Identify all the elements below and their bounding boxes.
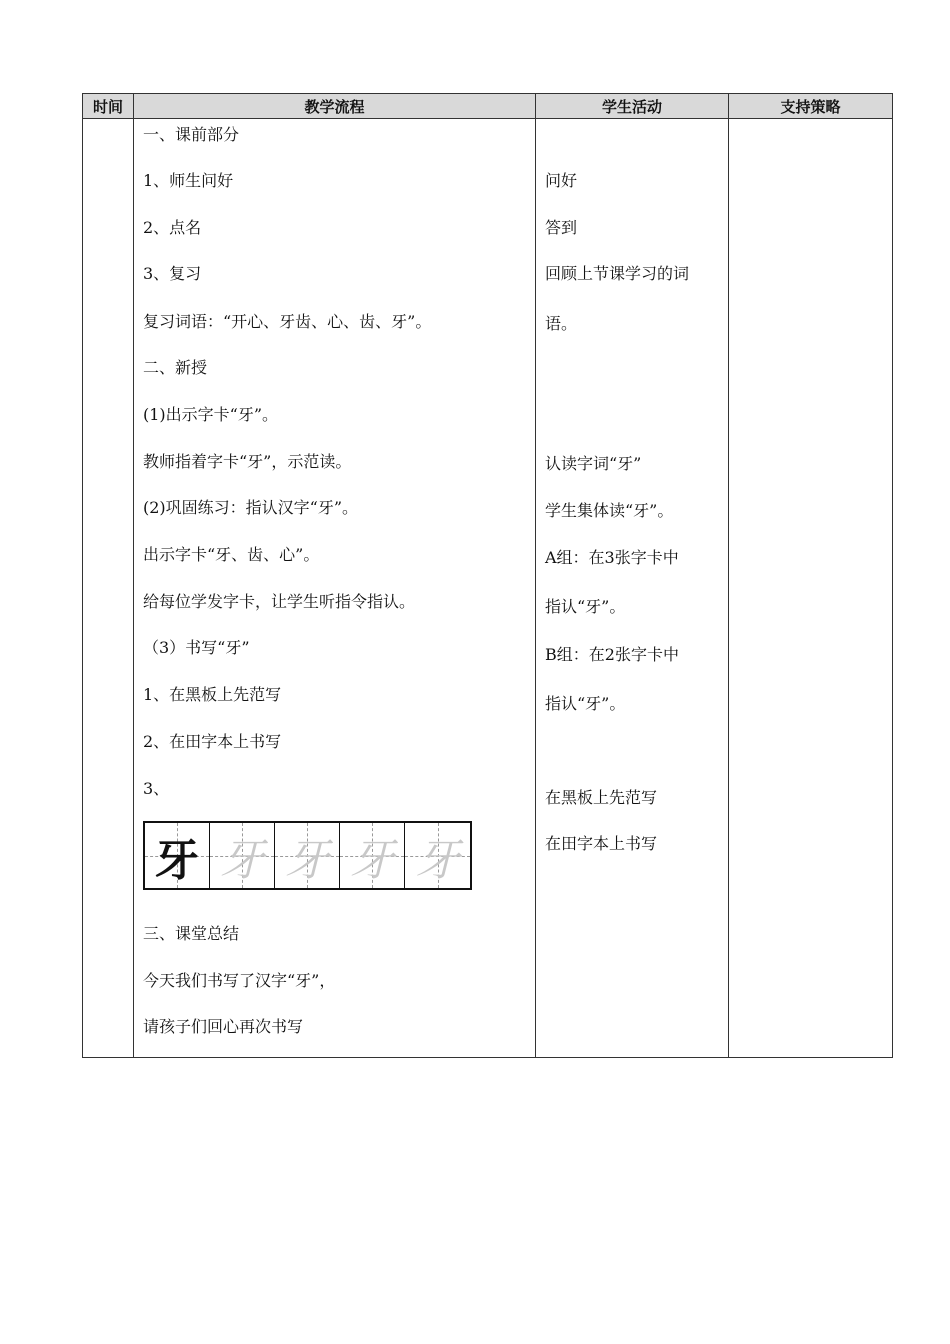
student-cell (536, 119, 729, 1058)
flow-line: （3）书写“牙” (143, 638, 250, 657)
flow-line: 出示字卡“牙、齿、心”。 (143, 545, 320, 564)
student-line: 在田字本上书写 (545, 834, 658, 853)
body-row (83, 119, 893, 1058)
student-line: 语。 (545, 314, 578, 333)
student-line: 答到 (545, 218, 578, 237)
flow-line: 1、在黑板上先范写 (143, 685, 282, 704)
student-line: 问好 (545, 171, 578, 190)
grid-cell (275, 823, 340, 888)
header-flow: 教学流程 (134, 94, 536, 119)
trace-character: 牙 (350, 834, 394, 886)
student-line: B组：在2张字卡中 (545, 645, 679, 664)
student-line: 学生集体读“牙”。 (545, 501, 674, 520)
flow-line: 给每位学发字卡，让学生听指令指认。 (143, 592, 416, 611)
student-line: A组：在3张字卡中 (545, 548, 679, 567)
header-support: 支持策略 (729, 94, 893, 119)
flow-line: 请孩子们回心再次书写 (143, 1017, 304, 1036)
grid-cell (405, 823, 470, 888)
trace-character: 牙 (220, 834, 264, 886)
flow-column (134, 119, 535, 1057)
grid-cell (210, 823, 275, 888)
trace-character: 牙 (285, 834, 329, 886)
grid-cell (340, 823, 405, 888)
header-time: 时间 (83, 94, 134, 119)
flow-line: 3、复习 (143, 264, 202, 283)
flow-line: (2)巩固练习：指认汉字“牙”。 (143, 498, 359, 517)
flow-line: 2、在田字本上书写 (143, 732, 282, 751)
flow-line: (1)出示字卡“牙”。 (143, 405, 279, 424)
student-column (536, 119, 728, 1057)
student-line: 指认“牙”。 (545, 694, 626, 713)
student-line: 在黑板上先范写 (545, 788, 658, 807)
flow-cell (134, 119, 536, 1058)
flow-line: 1、师生问好 (143, 171, 234, 190)
lesson-plan-table (82, 93, 893, 1058)
flow-line: 三、课堂总结 (143, 924, 240, 943)
header-student: 学生活动 (536, 94, 729, 119)
grid-cell (145, 823, 210, 888)
student-line: 指认“牙”。 (545, 597, 626, 616)
flow-line: 二、新授 (143, 358, 208, 377)
model-character: 牙 (155, 834, 199, 886)
trace-character: 牙 (415, 834, 460, 886)
flow-line: 2、点名 (143, 218, 202, 237)
flow-line: 一、课前部分 (143, 125, 240, 144)
student-line: 认读字词“牙” (545, 454, 642, 473)
tianzige-grid (143, 821, 472, 890)
flow-line: 3、 (143, 779, 170, 798)
student-line: 回顾上节课学习的词 (545, 264, 690, 283)
flow-line: 复习词语：“开心、牙齿、心、齿、牙”。 (143, 312, 432, 331)
time-cell (83, 119, 134, 1058)
header-row (83, 94, 893, 119)
flow-line: 教师指着字卡“牙”，示范读。 (143, 452, 352, 471)
flow-line: 今天我们书写了汉字“牙”， (143, 971, 336, 990)
support-cell (729, 119, 893, 1058)
